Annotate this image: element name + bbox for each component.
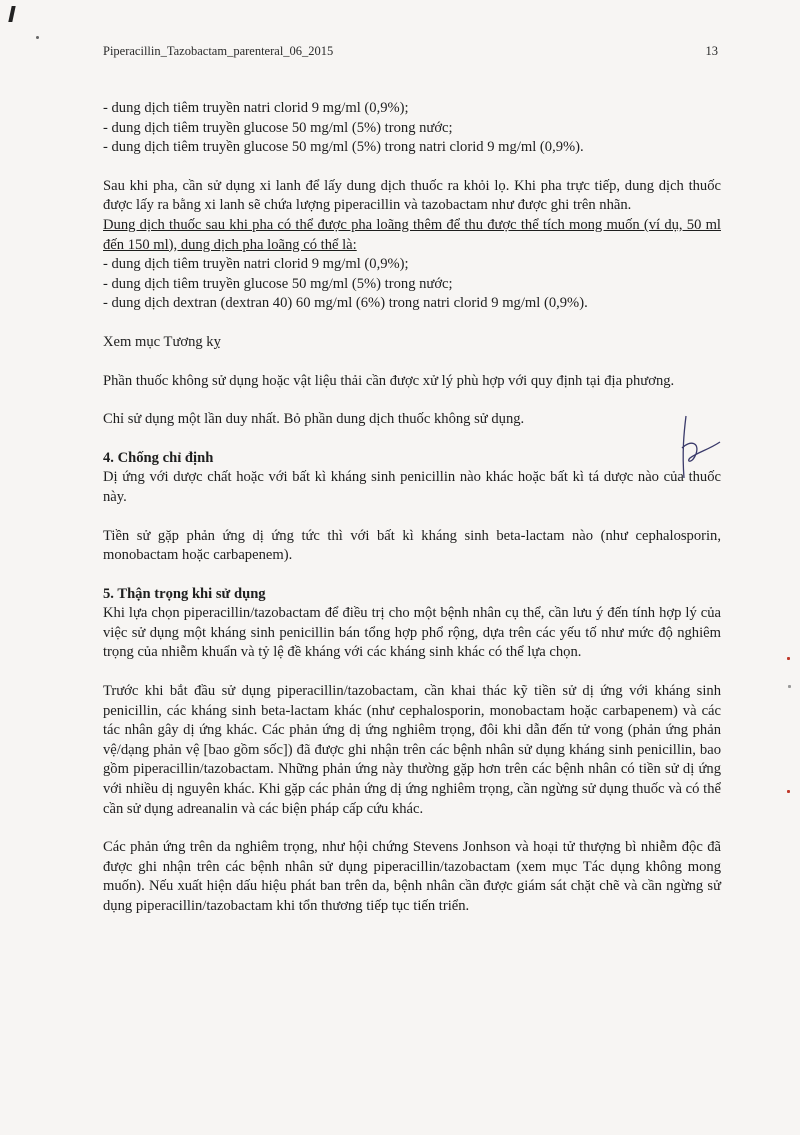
para-syringe: Sau khi pha, cần sử dụng xi lanh để lấy dung dịch thuốc ra khỏi lọ. Khi pha trực tiếp, dung dịch thuốc được lấy ra bằng xi lanh sẽ chứa lượng piperacillin và tazobactam như được ghi trên nhãn. — [103, 177, 721, 214]
section-4-title: 4. Chống chỉ định — [103, 449, 214, 466]
para-disposal: Phần thuốc không sử dụng hoặc vật liệu thải cần được xử lý phù hợp với quy định tại địa phương. — [103, 372, 675, 389]
edge-mark — [788, 685, 791, 688]
section-4-para-1: Dị ứng với dược chất hoặc với bất kì kháng sinh penicillin nào khác hoặc bất kì tá dược nào của thuốc này. — [103, 469, 721, 505]
diluent-2-line-3: - dung dịch dextran (dextran 40) 60 mg/ml (6%) trong natri clorid 9 mg/ml (0,9%). — [103, 295, 588, 312]
section-5-para-1: Khi lựa chọn piperacillin/tazobactam để điều trị cho một bệnh nhân cụ thể, cần lưu ý đến tính hợp lý của việc sử dụng một kháng sinh penicillin bán tổng hợp phổ rộng, dựa trên các yếu tố như mức độ nghiêm trọng của nhiễm khuẩn và tỷ lệ đề kháng với các kháng sinh khác có thể lựa chọn. — [103, 605, 721, 661]
section-4-para-2: Tiền sử gặp phản ứng dị ứng tức thì với bất kì kháng sinh beta-lactam nào (như cephalosporin, monobactam hoặc carbapenem). — [103, 527, 721, 564]
header-page-number: 13 — [705, 44, 718, 58]
diluent-1-line-3: - dung dịch tiêm truyền glucose 50 mg/ml (5%) trong natri clorid 9 mg/ml (0,9%). — [103, 139, 584, 156]
section-5-para-3: Các phản ứng trên da nghiêm trọng, như hội chứng Stevens Jonhson và hoại tử thượng bì nhiễm độc đã được ghi nhận trên các bệnh nhân sử dụng piperacillin/tazobactam (xem mục Tác dụng không mong muốn). Nếu xuất hiện dấu hiệu phát ban trên da, bệnh nhân cần được giám sát chặt chẽ và cần ngừng sử dụng piperacillin/tazobactam khi tổn thương tiếp tục tiến triển. — [103, 839, 721, 914]
page-header — [103, 44, 718, 59]
diluent-1-line-2: - dung dịch tiêm truyền glucose 50 mg/ml (5%) trong nước; — [103, 119, 453, 136]
page-content — [103, 99, 721, 917]
signature-initials — [672, 412, 732, 482]
section-5-title: 5. Thận trọng khi sử dụng — [103, 585, 266, 602]
edge-mark — [787, 790, 790, 793]
edge-mark — [787, 657, 790, 660]
scan-mark — [8, 6, 15, 22]
scan-dot — [36, 36, 39, 39]
diluent-2-line-1: - dung dịch tiêm truyền natri clorid 9 mg/ml (0,9%); — [103, 256, 409, 273]
para-single-use: Chỉ sử dụng một lần duy nhất. Bỏ phần dung dịch thuốc không sử dụng. — [103, 411, 525, 428]
header-doc-name: Piperacillin_Tazobactam_parenteral_06_2015 — [103, 44, 334, 58]
para-dilution: Dung dịch thuốc sau khi pha có thể được pha loãng thêm để thu được thể tích mong muốn (ví dụ, 50 ml đến 150 ml), dung dịch pha loãng có thể là: — [103, 216, 721, 253]
section-5-para-2: Trước khi bắt đầu sử dụng piperacillin/tazobactam, cần khai thác kỹ tiền sử dị ứng với kháng sinh penicillin, các kháng sinh beta-lactam khác (như cephalosporin, monobactam hoặc carbapenem) và các tác nhân gây dị ứng khác. Các phản ứng dị ứng nghiêm trọng, đôi khi dẫn đến tử vong (phản ứng phản vệ/dạng phản vệ [bao gồm sốc]) đã được ghi nhận trên các bệnh nhân sử dụng kháng sinh penicillin, bao gồm piperacillin/tazobactam. Những phản ứng này thường gặp hơn trên các bệnh nhân có tiền sử dị ứng với nhiều dị nguyên khác. Khi gặp các phản ứng dị ứng nghiêm trọng, cần ngừng sử dụng thuốc và có thể cần sử dụng adreanalin và các biện pháp cấp cứu khác. — [103, 683, 721, 817]
para-see-incompatibility: Xem mục Tương kỵ — [103, 333, 221, 350]
diluent-1-line-1: - dung dịch tiêm truyền natri clorid 9 mg/ml (0,9%); — [103, 100, 409, 116]
diluent-2-line-2: - dung dịch tiêm truyền glucose 50 mg/ml (5%) trong nước; — [103, 275, 453, 292]
